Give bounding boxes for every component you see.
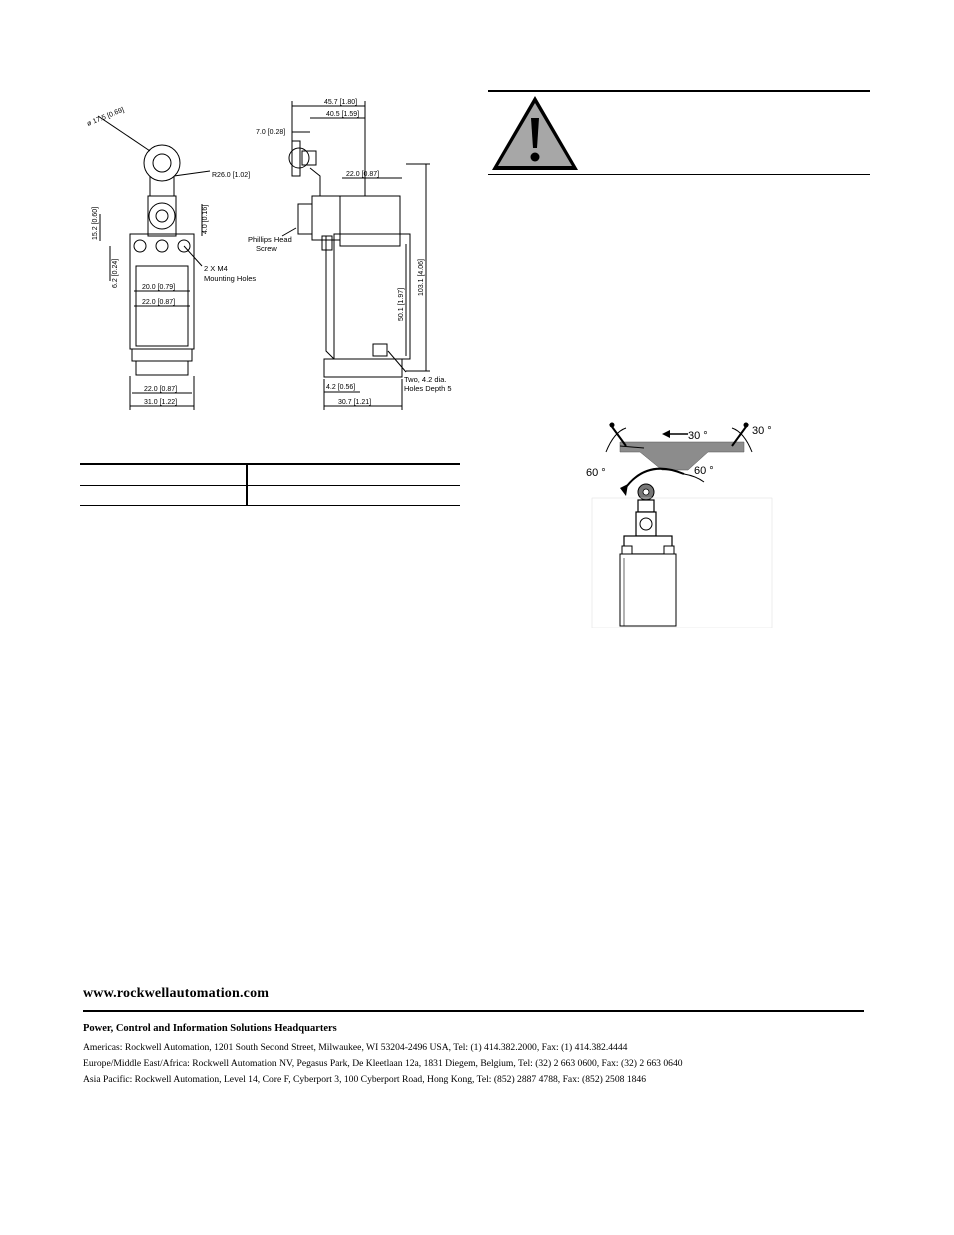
dim-22-side: 22.0 [0.87]	[346, 171, 380, 178]
warning-rule-bottom	[488, 174, 870, 175]
dim-7: 7.0 [0.28]	[256, 129, 286, 136]
table-rule-top	[80, 463, 460, 465]
dim-40: 40.5 [1.59]	[326, 111, 360, 118]
holes-label-2: Holes Depth 5	[404, 384, 452, 393]
dim-roller-diameter: ø 17.5 [0.69]	[86, 106, 126, 128]
warning-rule-top	[488, 90, 870, 92]
roller-inner	[153, 154, 171, 172]
warning-icon	[490, 94, 580, 172]
dim-50: 50.1 [1.97]	[398, 287, 405, 321]
footer-rule	[83, 1010, 864, 1012]
dim-20: 20.0 [0.79]	[142, 284, 176, 291]
dim-31: 31.0 [1.22]	[144, 399, 178, 406]
footer-url-link[interactable]: www.rockwellautomation.com	[83, 986, 270, 1001]
dimension-drawing	[70, 96, 470, 416]
angle-top-left: 30 °	[688, 430, 708, 442]
dim-6: 6.2 [0.24]	[112, 258, 119, 288]
footer-emea: Europe/Middle East/Africa: Rockwell Automation NV, Pegasus Park, De Kleetlaan 12a, 1831 Diegem, Belgium, Tel: (32) 2 663 0600, Fax: (32) 2 663 0640	[83, 1058, 683, 1069]
holes-label-1: Two, 4.2 dia.	[404, 375, 447, 384]
mounting-label-2: Mounting Holes	[204, 274, 257, 283]
table-column-divider	[246, 463, 248, 506]
phillips-label-1: Phillips Head	[248, 235, 292, 244]
dim-4-2: 4.2 [0.56]	[326, 384, 356, 391]
dim-45: 45.7 [1.80]	[324, 99, 358, 106]
footer-americas: Americas: Rockwell Automation, 1201 South Second Street, Milwaukee, WI 53204-2496 USA, Tel: (1) 414.382.2000, Fax: (1) 414.382.4444	[83, 1042, 628, 1053]
angle-right: 60 °	[694, 465, 714, 477]
dim-103: 103.1 [4.06]	[418, 259, 425, 296]
actuation-diagram	[584, 418, 774, 628]
dim-15: 15.2 [0.60]	[92, 206, 99, 240]
phillips-label-2: Screw	[256, 244, 277, 253]
dim-22-top: 22.0 [0.87]	[142, 299, 176, 306]
dim-radius: R26.0 [1.02]	[212, 172, 251, 179]
dim-30: 30.7 [1.21]	[338, 399, 372, 406]
spec-table	[80, 463, 460, 506]
table-rule-bottom	[80, 505, 460, 506]
dim-22-bottom: 22.0 [0.87]	[144, 386, 178, 393]
table-rule-mid	[80, 485, 460, 486]
mounting-label-1: 2 X M4	[204, 264, 228, 273]
footer-hq-title: Power, Control and Information Solutions Headquarters	[83, 1023, 337, 1034]
lever-arm	[148, 196, 176, 236]
angle-top-right: 30 °	[752, 425, 772, 437]
footer-apac: Asia Pacific: Rockwell Automation, Level 14, Core F, Cyberport 3, 100 Cyberport Road, Hong Kong, Tel: (852) 2887 4788, Fax: (852) 2508 1846	[83, 1074, 647, 1085]
angle-left: 60 °	[586, 467, 606, 479]
dim-4: 4.0 [0.16]	[202, 204, 209, 234]
